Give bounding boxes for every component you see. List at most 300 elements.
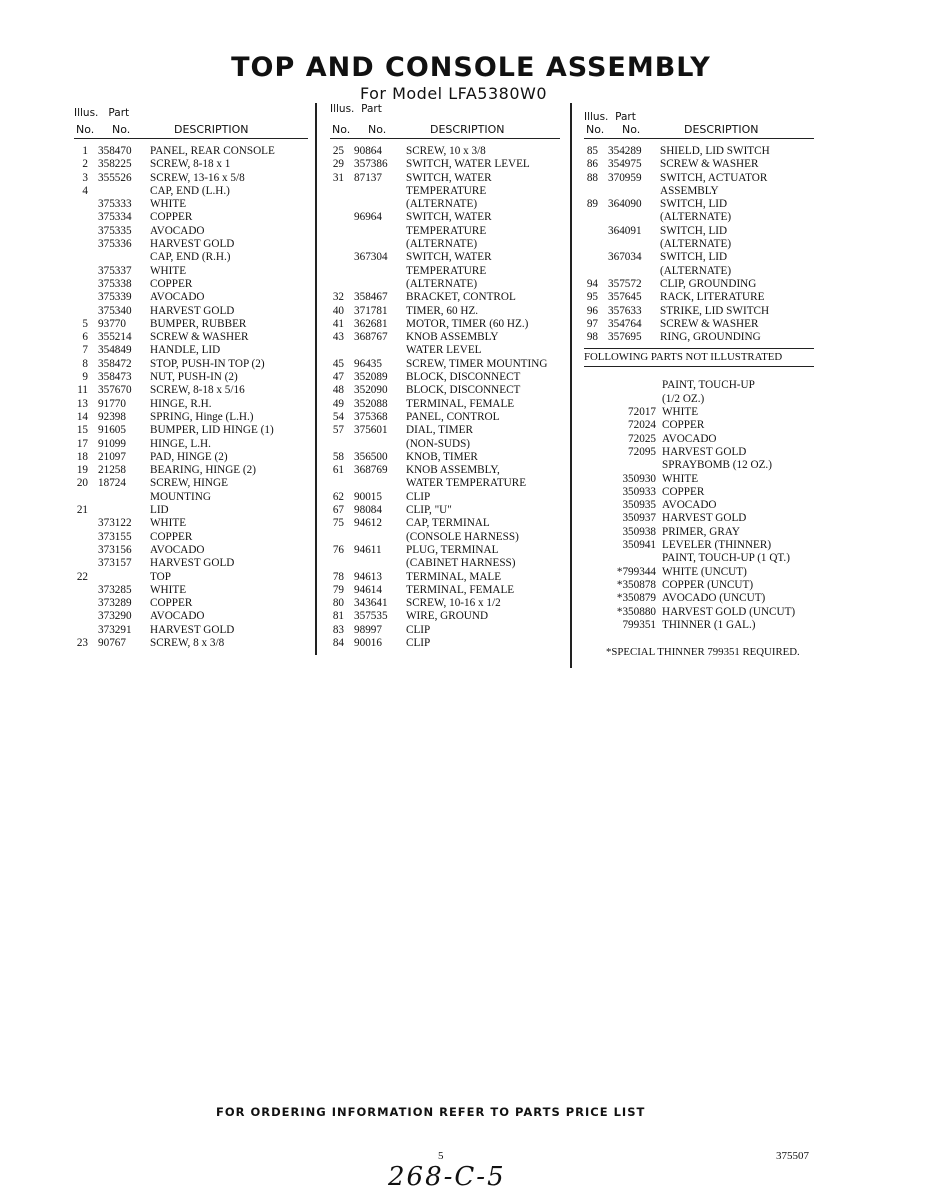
parts-row [74, 344, 308, 357]
illus-no: 18 [76, 450, 88, 463]
header-illus-part: Illus. Part [74, 107, 130, 119]
part-number: 375368 [354, 410, 388, 423]
parts-row [330, 265, 560, 278]
parts-row [584, 446, 814, 459]
part-number: 375336 [98, 238, 132, 251]
parts-row [74, 198, 308, 211]
part-description: COPPER [150, 530, 193, 543]
part-number: 94613 [354, 570, 382, 583]
part-number: 91099 [98, 437, 126, 450]
parts-row [584, 145, 814, 158]
parts-row [584, 566, 814, 579]
parts-row [584, 278, 814, 291]
parts-row [330, 198, 560, 211]
parts-row [74, 531, 308, 544]
part-number: 355526 [98, 171, 132, 184]
part-number: 357572 [608, 277, 642, 290]
part-description: KNOB, TIMER [406, 450, 478, 463]
part-description: WHITE [150, 517, 187, 530]
part-description: AVOCADO [150, 291, 205, 304]
parts-row [74, 571, 308, 584]
illus-no: 29 [332, 158, 344, 171]
part-number: 90767 [98, 636, 126, 649]
illus-no: 13 [76, 397, 88, 410]
parts-row [584, 393, 814, 406]
illus-no: 88 [586, 171, 598, 184]
part-description: CAP, END (R.H.) [150, 251, 231, 264]
illus-no: 45 [332, 357, 344, 370]
part-number: 362681 [354, 317, 388, 330]
part-description: DIAL, TIMER [406, 424, 473, 437]
part-number: 356500 [354, 450, 388, 463]
parts-row [330, 305, 560, 318]
illus-no: 2 [82, 158, 88, 171]
parts-row [584, 172, 814, 185]
part-number: 94614 [354, 583, 382, 596]
part-description: HINGE, R.H. [150, 397, 212, 410]
header-rule [74, 138, 308, 139]
part-description: MOUNTING [150, 490, 211, 503]
header-description: DESCRIPTION [174, 123, 249, 136]
parts-row [74, 251, 308, 264]
part-description: COPPER [662, 485, 705, 498]
parts-row [584, 579, 814, 592]
column-header [74, 103, 308, 137]
parts-row [584, 318, 814, 331]
parts-row [584, 606, 814, 619]
part-number: 354289 [608, 145, 642, 157]
parts-row [330, 438, 560, 451]
part-description: HANDLE, LID [150, 344, 221, 357]
header-illus-part: Illus. Part [584, 111, 636, 123]
illus-no: 1 [82, 145, 88, 157]
parts-row [584, 433, 814, 446]
part-number: 373290 [98, 610, 132, 623]
part-number: 72017 [628, 406, 656, 419]
parts-row [584, 291, 814, 304]
parts-row [584, 225, 814, 238]
part-description: SWITCH, WATER [406, 211, 492, 224]
illus-no: 15 [76, 424, 88, 437]
part-description: (CABINET HARNESS) [406, 557, 516, 570]
header-illus-part: Illus. Part [330, 103, 382, 115]
part-description: ASSEMBLY [660, 184, 719, 197]
part-number: 90864 [354, 145, 382, 157]
part-description: AVOCADO [150, 610, 205, 623]
parts-row [330, 145, 560, 158]
header-description: DESCRIPTION [430, 123, 505, 136]
parts-row [74, 557, 308, 570]
parts-row [330, 211, 560, 224]
part-number: 352088 [354, 397, 388, 410]
part-description: SCREW, TIMER MOUNTING [406, 357, 548, 370]
part-description: COPPER [150, 277, 193, 290]
part-number: 343641 [354, 597, 388, 610]
part-number: 375333 [98, 198, 132, 211]
part-number: 91605 [98, 424, 126, 437]
part-number: 358467 [354, 291, 388, 304]
parts-row [74, 610, 308, 623]
parts-row [74, 238, 308, 251]
parts-row [330, 318, 560, 331]
part-description: RING, GROUNDING [660, 331, 761, 344]
part-description: WATER TEMPERATURE [406, 477, 527, 490]
parts-row [330, 225, 560, 238]
part-number: 352089 [354, 371, 388, 384]
part-description: AVOCADO [662, 432, 717, 445]
parts-row [330, 384, 560, 397]
parts-row [330, 584, 560, 597]
header-description: DESCRIPTION [684, 123, 759, 136]
part-number: 354764 [608, 317, 642, 330]
illus-no: 14 [76, 410, 88, 423]
part-description: SWITCH, WATER [406, 171, 492, 184]
parts-row [74, 504, 308, 517]
part-number: 357695 [608, 331, 642, 344]
document-number: 375507 [776, 1150, 809, 1162]
part-description: SCREW & WASHER [150, 331, 249, 344]
part-description: PANEL, REAR CONSOLE [150, 145, 275, 157]
part-number: 357633 [608, 304, 642, 317]
part-description: COPPER (UNCUT) [662, 578, 754, 591]
part-number: 368767 [354, 331, 388, 344]
part-number: *799344 [616, 565, 656, 578]
parts-row [584, 185, 814, 198]
part-number: 350935 [622, 499, 656, 512]
part-description: SPRAYBOMB (12 OZ.) [662, 459, 772, 472]
part-description: COPPER [150, 597, 193, 610]
part-description: TERMINAL, FEMALE [406, 583, 515, 596]
part-number: 367304 [354, 251, 388, 264]
part-description: PANEL, CONTROL [406, 410, 500, 423]
part-number: 373122 [98, 517, 132, 530]
part-number: 357645 [608, 291, 642, 304]
illus-no: 43 [332, 331, 344, 344]
parts-row [584, 552, 814, 565]
part-number: 21097 [98, 450, 126, 463]
part-number: 799351 [622, 618, 656, 631]
illus-no: 80 [332, 597, 344, 610]
parts-row [584, 486, 814, 499]
part-description: COPPER [150, 211, 193, 224]
part-description: HARVEST GOLD [150, 623, 235, 636]
parts-row [584, 419, 814, 432]
part-description: SHIELD, LID SWITCH [660, 145, 770, 157]
parts-row [74, 624, 308, 637]
header-part-no: No. [368, 123, 387, 136]
part-description: STRIKE, LID SWITCH [660, 304, 770, 317]
part-description: HARVEST GOLD [662, 445, 747, 458]
illus-no: 95 [586, 291, 598, 304]
part-number: 96435 [354, 357, 382, 370]
part-description: CLIP [406, 636, 431, 649]
part-description: HARVEST GOLD [662, 512, 747, 525]
part-description: SCREW, 8-18 x 5/16 [150, 384, 245, 397]
page-number: 5 [438, 1150, 444, 1162]
part-number: 350938 [622, 525, 656, 538]
part-number: 357535 [354, 610, 388, 623]
illus-no: 67 [332, 504, 344, 517]
illus-no: 89 [586, 198, 598, 211]
parts-column-2 [330, 103, 560, 650]
part-description: (1/2 OZ.) [662, 392, 705, 405]
parts-row [584, 198, 814, 211]
part-number: 354975 [608, 158, 642, 171]
part-description: WHITE [150, 583, 187, 596]
part-number: 92398 [98, 410, 126, 423]
handwritten-note: 268-C-5 [388, 1162, 506, 1192]
parts-row [330, 504, 560, 517]
part-description: (ALTERNATE) [660, 238, 732, 251]
part-description: LEVELER (THINNER) [662, 539, 772, 552]
parts-row [330, 464, 560, 477]
part-description: (ALTERNATE) [406, 277, 478, 290]
part-number: 364091 [608, 224, 642, 237]
part-number: 94612 [354, 517, 382, 530]
parts-row [74, 477, 308, 490]
parts-row [330, 517, 560, 530]
part-number: 373157 [98, 557, 132, 570]
parts-row [584, 526, 814, 539]
parts-row [74, 265, 308, 278]
parts-row [74, 145, 308, 158]
parts-row [74, 211, 308, 224]
part-description: HARVEST GOLD (UNCUT) [662, 605, 796, 618]
part-number: 358225 [98, 158, 132, 171]
illus-no: 78 [332, 570, 344, 583]
part-description: SCREW, 10 x 3/8 [406, 145, 486, 157]
illus-no: 11 [77, 384, 88, 397]
parts-row [330, 158, 560, 171]
part-number: 375339 [98, 291, 132, 304]
header-part-no: No. [112, 123, 131, 136]
part-description: CLIP [406, 623, 431, 636]
part-number: 87137 [354, 171, 382, 184]
parts-row [74, 438, 308, 451]
part-description: SWITCH, LID [660, 224, 728, 237]
part-number: 375337 [98, 264, 132, 277]
part-description: WHITE [150, 198, 187, 211]
part-number: 375335 [98, 224, 132, 237]
parts-row [330, 278, 560, 291]
parts-row [74, 637, 308, 650]
part-description: TEMPERATURE [406, 184, 487, 197]
illus-no: 17 [76, 437, 88, 450]
parts-row [584, 265, 814, 278]
illus-no: 20 [76, 477, 88, 490]
part-description: SCREW, HINGE [150, 477, 228, 490]
parts-row [74, 411, 308, 424]
part-description: BUMPER, LID HINGE (1) [150, 424, 274, 437]
part-description: BRACKET, CONTROL [406, 291, 516, 304]
part-number: 350930 [622, 472, 656, 485]
parts-row [330, 531, 560, 544]
illus-no: 19 [76, 464, 88, 477]
part-number: 72024 [628, 419, 656, 432]
illus-no: 57 [332, 424, 344, 437]
part-description: (ALTERNATE) [406, 238, 478, 251]
part-number: 358470 [98, 145, 132, 157]
parts-row [74, 331, 308, 344]
part-number: 357670 [98, 384, 132, 397]
illus-no: 97 [586, 317, 598, 330]
part-description: BEARING, HINGE (2) [150, 464, 256, 477]
part-description: COPPER [662, 419, 705, 432]
ordering-footer: FOR ORDERING INFORMATION REFER TO PARTS PRICE LIST [216, 1105, 646, 1119]
parts-row [584, 211, 814, 224]
parts-row [74, 318, 308, 331]
part-number: 18724 [98, 477, 126, 490]
part-description: SWITCH, LID [660, 198, 728, 211]
part-description: CAP, END (L.H.) [150, 184, 230, 197]
parts-row [584, 539, 814, 552]
part-description: (ALTERNATE) [660, 211, 732, 224]
section-rule [584, 348, 814, 349]
illus-no: 61 [332, 464, 344, 477]
part-description: KNOB ASSEMBLY [406, 331, 499, 344]
header-illus-no: No. [76, 123, 95, 136]
part-description: LID [150, 504, 169, 517]
illus-no: 54 [332, 410, 344, 423]
part-number: 373289 [98, 597, 132, 610]
parts-row [74, 358, 308, 371]
parts-row [330, 172, 560, 185]
illus-no: 49 [332, 397, 344, 410]
part-description: THINNER (1 GAL.) [662, 618, 756, 631]
part-number: 367034 [608, 251, 642, 264]
parts-row [584, 619, 814, 632]
part-description: SCREW, 8 x 3/8 [150, 636, 225, 649]
parts-row [330, 331, 560, 344]
parts-row [330, 251, 560, 264]
column-header [584, 103, 814, 137]
parts-row [74, 517, 308, 530]
part-description: PAD, HINGE (2) [150, 450, 228, 463]
part-number: *350878 [616, 578, 656, 591]
parts-row [584, 305, 814, 318]
part-description: PLUG, TERMINAL [406, 543, 499, 556]
part-number: 96964 [354, 211, 382, 224]
illus-no: 79 [332, 583, 344, 596]
part-description: NUT, PUSH-IN (2) [150, 371, 238, 384]
parts-column-1 [74, 103, 308, 650]
parts-row [74, 185, 308, 198]
illus-no: 84 [332, 636, 344, 649]
part-number: 375601 [354, 424, 388, 437]
part-description: AVOCADO [662, 499, 717, 512]
illus-no: 3 [82, 171, 88, 184]
parts-row [584, 592, 814, 605]
column-header [330, 103, 560, 137]
part-description: RACK, LITERATURE [660, 291, 765, 304]
illus-no: 8 [82, 357, 88, 370]
illus-no: 23 [76, 636, 88, 649]
part-number: 90016 [354, 636, 382, 649]
part-description: SWITCH, ACTUATOR [660, 171, 768, 184]
illus-no: 83 [332, 623, 344, 636]
illus-no: 5 [82, 317, 88, 330]
illus-no: 31 [332, 171, 344, 184]
parts-row [330, 358, 560, 371]
illus-no: 58 [332, 450, 344, 463]
parts-row [330, 544, 560, 557]
parts-row [584, 512, 814, 525]
part-number: 90015 [354, 490, 382, 503]
part-description: WIRE, GROUND [406, 610, 489, 623]
part-number: 350933 [622, 485, 656, 498]
parts-row [584, 158, 814, 171]
parts-row [330, 238, 560, 251]
part-description: (NON-SUDS) [406, 437, 471, 450]
part-description: SCREW, 8-18 x 1 [150, 158, 231, 171]
parts-row [330, 424, 560, 437]
part-number: 352090 [354, 384, 388, 397]
parts-row [74, 398, 308, 411]
part-number: 357386 [354, 158, 388, 171]
part-number: 98084 [354, 504, 382, 517]
part-description: (ALTERNATE) [660, 264, 732, 277]
part-description: STOP, PUSH-IN TOP (2) [150, 357, 265, 370]
illus-no: 75 [332, 517, 344, 530]
part-number: 373155 [98, 530, 132, 543]
parts-row [584, 238, 814, 251]
part-number: 21258 [98, 464, 126, 477]
illus-no: 32 [332, 291, 344, 304]
header-part-no: No. [622, 123, 641, 136]
part-description: (CONSOLE HARNESS) [406, 530, 519, 543]
part-description: HINGE, L.H. [150, 437, 211, 450]
illus-no: 98 [586, 331, 598, 344]
header-illus-no: No. [332, 123, 351, 136]
part-description: HARVEST GOLD [150, 238, 235, 251]
part-number: 93770 [98, 317, 126, 330]
part-description: HARVEST GOLD [150, 304, 235, 317]
part-number: 358472 [98, 357, 132, 370]
part-description: PAINT, TOUCH-UP (1 QT.) [662, 552, 790, 565]
part-description: SCREW & WASHER [660, 317, 759, 330]
parts-row [584, 473, 814, 486]
part-description: TEMPERATURE [406, 224, 487, 237]
part-number: 350941 [622, 539, 656, 552]
parts-row [330, 185, 560, 198]
part-description: WATER LEVEL [406, 344, 482, 357]
parts-row [74, 451, 308, 464]
part-number: 91770 [98, 397, 126, 410]
parts-row [330, 624, 560, 637]
part-description: TERMINAL, MALE [406, 570, 502, 583]
part-number: 364090 [608, 198, 642, 211]
parts-row [330, 571, 560, 584]
part-number: 98997 [354, 623, 382, 636]
parts-row [74, 291, 308, 304]
page-subtitle: For Model LFA5380W0 [360, 84, 548, 103]
parts-row [74, 464, 308, 477]
part-number: 368769 [354, 464, 388, 477]
illus-no: 86 [586, 158, 598, 171]
parts-row [330, 637, 560, 650]
part-description: TIMER, 60 HZ. [406, 304, 479, 317]
part-number: 94611 [354, 543, 382, 556]
part-description: TOP [150, 570, 171, 583]
part-description: PAINT, TOUCH-UP [662, 379, 755, 392]
parts-row [330, 491, 560, 504]
part-description: BLOCK, DISCONNECT [406, 384, 521, 397]
illus-no: 47 [332, 371, 344, 384]
parts-row [74, 491, 308, 504]
parts-row [74, 544, 308, 557]
part-number: 373285 [98, 583, 132, 596]
parts-row [330, 371, 560, 384]
